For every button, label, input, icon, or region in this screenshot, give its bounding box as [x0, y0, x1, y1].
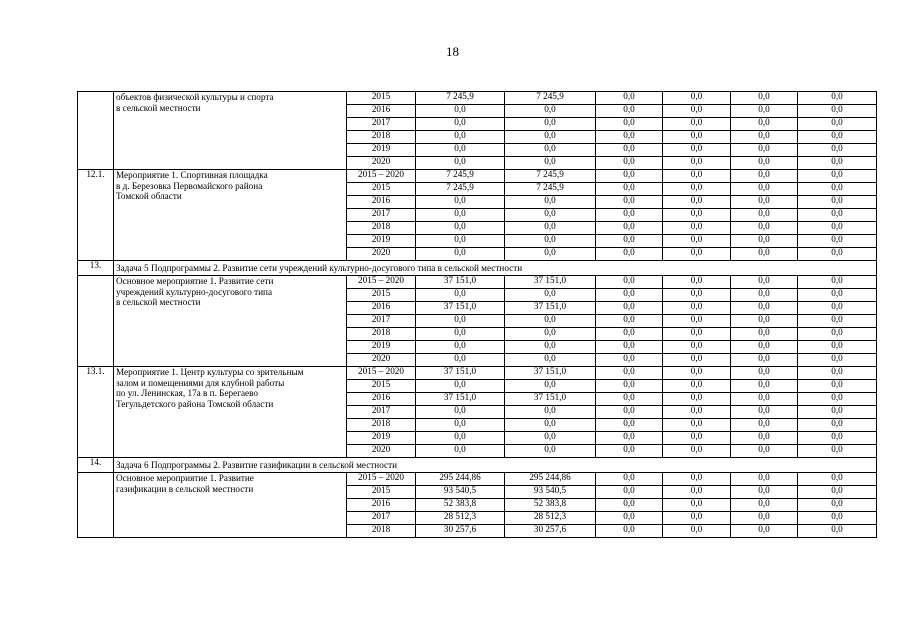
period-cell: 2017: [347, 315, 416, 328]
period-cell: 2015: [347, 289, 416, 302]
regional-cell: 0,0: [596, 499, 663, 512]
regional-cell: 0,0: [596, 144, 663, 157]
other1-cell: 0,0: [731, 393, 798, 406]
other1-cell: 0,0: [731, 92, 798, 105]
federal-cell: 0,0: [505, 222, 596, 235]
description-line: Томской области: [116, 191, 182, 201]
local-cell: 0,0: [663, 118, 731, 131]
other2-cell: 0,0: [798, 157, 877, 170]
activity-description: [114, 92, 347, 170]
other1-cell: 0,0: [731, 380, 798, 393]
regional-cell: 0,0: [596, 367, 663, 380]
total-cell: 52 383,8: [416, 499, 505, 512]
regional-cell: 0,0: [596, 302, 663, 315]
local-cell: 0,0: [663, 380, 731, 393]
other2-cell: 0,0: [798, 183, 877, 196]
task-title: Задача 5 Подпрограммы 2. Развитие сети учреждений культурно-досугового типа в сельской местности: [114, 261, 877, 276]
other1-cell: 0,0: [731, 367, 798, 380]
federal-cell: 0,0: [505, 157, 596, 170]
period-cell: 2017: [347, 118, 416, 131]
activity-description: [114, 367, 347, 458]
other2-cell: 0,0: [798, 105, 877, 118]
other1-cell: 0,0: [731, 248, 798, 261]
local-cell: 0,0: [663, 289, 731, 302]
regional-cell: 0,0: [596, 445, 663, 458]
federal-cell: 0,0: [505, 380, 596, 393]
federal-cell: 37 151,0: [505, 302, 596, 315]
period-cell: 2020: [347, 445, 416, 458]
total-cell: 0,0: [416, 144, 505, 157]
period-cell: 2015 – 2020: [347, 170, 416, 183]
other1-cell: 0,0: [731, 302, 798, 315]
regional-cell: 0,0: [596, 92, 663, 105]
local-cell: 0,0: [663, 486, 731, 499]
regional-cell: 0,0: [596, 406, 663, 419]
other1-cell: 0,0: [731, 525, 798, 538]
local-cell: 0,0: [663, 248, 731, 261]
period-cell: 2016: [347, 499, 416, 512]
description-line: в сельской местности: [116, 102, 201, 113]
local-cell: 0,0: [663, 196, 731, 209]
total-cell: 295 244,86: [416, 473, 505, 486]
regional-cell: 0,0: [596, 354, 663, 367]
regional-cell: 0,0: [596, 276, 663, 289]
federal-cell: 0,0: [505, 248, 596, 261]
other1-cell: 0,0: [731, 131, 798, 144]
other1-cell: 0,0: [731, 276, 798, 289]
description-line: учреждений культурно-досугового типа: [116, 286, 273, 297]
total-cell: 37 151,0: [416, 302, 505, 315]
other1-cell: 0,0: [731, 196, 798, 209]
total-cell: 93 540,5: [416, 486, 505, 499]
page-number: 18: [446, 44, 459, 59]
row-number: [78, 92, 114, 170]
local-cell: 0,0: [663, 432, 731, 445]
period-cell: 2015 – 2020: [347, 473, 416, 486]
local-cell: 0,0: [663, 276, 731, 289]
other2-cell: 0,0: [798, 248, 877, 261]
period-cell: 2018: [347, 328, 416, 341]
local-cell: 0,0: [663, 315, 731, 328]
federal-cell: 0,0: [505, 341, 596, 354]
regional-cell: 0,0: [596, 235, 663, 248]
regional-cell: 0,0: [596, 393, 663, 406]
period-cell: 2017: [347, 209, 416, 222]
federal-cell: 28 512,3: [505, 512, 596, 525]
federal-cell: 7 245,9: [505, 183, 596, 196]
period-cell: 2019: [347, 144, 416, 157]
other2-cell: 0,0: [798, 222, 877, 235]
description-line: Основное мероприятие 1. Развитие сети: [116, 276, 274, 286]
federal-cell: 0,0: [505, 196, 596, 209]
local-cell: 0,0: [663, 341, 731, 354]
local-cell: 0,0: [663, 445, 731, 458]
other2-cell: 0,0: [798, 131, 877, 144]
federal-cell: 30 257,6: [505, 525, 596, 538]
federal-cell: 0,0: [505, 354, 596, 367]
regional-cell: 0,0: [596, 170, 663, 183]
federal-cell: 0,0: [505, 144, 596, 157]
regional-cell: 0,0: [596, 512, 663, 525]
description-line: в сельской местности: [116, 297, 201, 307]
other1-cell: 0,0: [731, 170, 798, 183]
regional-cell: 0,0: [596, 248, 663, 261]
regional-cell: 0,0: [596, 222, 663, 235]
table-row: [78, 170, 877, 183]
local-cell: 0,0: [663, 525, 731, 538]
local-cell: 0,0: [663, 183, 731, 196]
description-line: залом и помещениями для клубной работы: [116, 377, 285, 388]
other2-cell: 0,0: [798, 406, 877, 419]
other1-cell: 0,0: [731, 315, 798, 328]
period-cell: 2015: [347, 183, 416, 196]
local-cell: 0,0: [663, 302, 731, 315]
regional-cell: 0,0: [596, 486, 663, 499]
description-line: Мероприятие 1. Центр культуры со зрительным: [116, 367, 304, 377]
total-cell: 0,0: [416, 328, 505, 341]
local-cell: 0,0: [663, 499, 731, 512]
table-row: [78, 367, 877, 380]
local-cell: 0,0: [663, 144, 731, 157]
total-cell: 0,0: [416, 131, 505, 144]
period-cell: 2019: [347, 341, 416, 354]
other1-cell: 0,0: [731, 157, 798, 170]
other1-cell: 0,0: [731, 235, 798, 248]
period-cell: 2020: [347, 354, 416, 367]
other1-cell: 0,0: [731, 118, 798, 131]
period-cell: 2018: [347, 525, 416, 538]
total-cell: 0,0: [416, 209, 505, 222]
period-cell: 2015 – 2020: [347, 276, 416, 289]
regional-cell: 0,0: [596, 341, 663, 354]
federal-cell: 0,0: [505, 315, 596, 328]
regional-cell: 0,0: [596, 105, 663, 118]
total-cell: 0,0: [416, 105, 505, 118]
local-cell: 0,0: [663, 473, 731, 486]
activity-description: [114, 276, 347, 367]
other1-cell: 0,0: [731, 341, 798, 354]
federal-cell: 0,0: [505, 131, 596, 144]
total-cell: 0,0: [416, 406, 505, 419]
other2-cell: 0,0: [798, 144, 877, 157]
total-cell: 0,0: [416, 432, 505, 445]
total-cell: 0,0: [416, 196, 505, 209]
total-cell: 0,0: [416, 445, 505, 458]
other2-cell: 0,0: [798, 380, 877, 393]
federal-cell: 37 151,0: [505, 393, 596, 406]
total-cell: 0,0: [416, 235, 505, 248]
other1-cell: 0,0: [731, 512, 798, 525]
total-cell: 0,0: [416, 157, 505, 170]
other2-cell: 0,0: [798, 393, 877, 406]
other2-cell: 0,0: [798, 367, 877, 380]
other1-cell: 0,0: [731, 486, 798, 499]
federal-cell: 295 244,86: [505, 473, 596, 486]
row-number: [78, 473, 114, 538]
period-cell: 2019: [347, 235, 416, 248]
other1-cell: 0,0: [731, 144, 798, 157]
regional-cell: 0,0: [596, 196, 663, 209]
period-cell: 2017: [347, 512, 416, 525]
regional-cell: 0,0: [596, 432, 663, 445]
total-cell: 28 512,3: [416, 512, 505, 525]
regional-cell: 0,0: [596, 473, 663, 486]
total-cell: 0,0: [416, 222, 505, 235]
other2-cell: 0,0: [798, 341, 877, 354]
regional-cell: 0,0: [596, 157, 663, 170]
task-row: [78, 261, 877, 276]
federal-cell: 0,0: [505, 419, 596, 432]
other1-cell: 0,0: [731, 432, 798, 445]
other2-cell: 0,0: [798, 486, 877, 499]
total-cell: 30 257,6: [416, 525, 505, 538]
federal-cell: 7 245,9: [505, 170, 596, 183]
federal-cell: 0,0: [505, 445, 596, 458]
row-number: [78, 276, 114, 367]
other1-cell: 0,0: [731, 354, 798, 367]
table-row: [78, 276, 877, 289]
description-line: Основное мероприятие 1. Развитие: [116, 473, 254, 483]
local-cell: 0,0: [663, 170, 731, 183]
other2-cell: 0,0: [798, 170, 877, 183]
local-cell: 0,0: [663, 512, 731, 525]
other1-cell: 0,0: [731, 289, 798, 302]
period-cell: 2018: [347, 419, 416, 432]
regional-cell: 0,0: [596, 315, 663, 328]
row-number: 13.1.: [78, 367, 114, 458]
total-cell: 0,0: [416, 118, 505, 131]
total-cell: 0,0: [416, 380, 505, 393]
regional-cell: 0,0: [596, 289, 663, 302]
budget-table: [77, 91, 877, 538]
description-line: Тегульдетского района Томской области: [116, 398, 274, 409]
description-line: в д. Березовка Первомайского района: [116, 180, 263, 191]
total-cell: 0,0: [416, 354, 505, 367]
activity-description: [114, 170, 347, 261]
other1-cell: 0,0: [731, 499, 798, 512]
other2-cell: 0,0: [798, 196, 877, 209]
period-cell: 2017: [347, 406, 416, 419]
period-cell: 2020: [347, 248, 416, 261]
table-row: [78, 92, 877, 105]
period-cell: 2015 – 2020: [347, 367, 416, 380]
description-line: по ул. Ленинская, 17а в п. Берегаево: [116, 388, 258, 398]
other2-cell: 0,0: [798, 328, 877, 341]
local-cell: 0,0: [663, 157, 731, 170]
period-cell: 2018: [347, 222, 416, 235]
local-cell: 0,0: [663, 105, 731, 118]
total-cell: 37 151,0: [416, 276, 505, 289]
row-number: 12.1.: [78, 170, 114, 261]
local-cell: 0,0: [663, 131, 731, 144]
description-line: Мероприятие 1. Спортивная площадка: [116, 170, 268, 180]
other2-cell: 0,0: [798, 289, 877, 302]
task-title: Задача 6 Подпрограммы 2. Развитие газификации в сельской местности: [114, 458, 877, 473]
period-cell: 2020: [347, 157, 416, 170]
regional-cell: 0,0: [596, 525, 663, 538]
federal-cell: 52 383,8: [505, 499, 596, 512]
federal-cell: 0,0: [505, 105, 596, 118]
federal-cell: 0,0: [505, 406, 596, 419]
other1-cell: 0,0: [731, 209, 798, 222]
federal-cell: 37 151,0: [505, 367, 596, 380]
regional-cell: 0,0: [596, 118, 663, 131]
period-cell: 2016: [347, 105, 416, 118]
table-row: [78, 473, 877, 486]
federal-cell: 0,0: [505, 209, 596, 222]
other1-cell: 0,0: [731, 222, 798, 235]
local-cell: 0,0: [663, 235, 731, 248]
regional-cell: 0,0: [596, 209, 663, 222]
other2-cell: 0,0: [798, 209, 877, 222]
federal-cell: 0,0: [505, 289, 596, 302]
other1-cell: 0,0: [731, 328, 798, 341]
other2-cell: 0,0: [798, 92, 877, 105]
federal-cell: 0,0: [505, 432, 596, 445]
row-number: 14.: [78, 458, 114, 473]
total-cell: 0,0: [416, 289, 505, 302]
task-row: [78, 458, 877, 473]
regional-cell: 0,0: [596, 419, 663, 432]
local-cell: 0,0: [663, 209, 731, 222]
period-cell: 2016: [347, 393, 416, 406]
local-cell: 0,0: [663, 367, 731, 380]
total-cell: 0,0: [416, 341, 505, 354]
period-cell: 2019: [347, 432, 416, 445]
other2-cell: 0,0: [798, 525, 877, 538]
total-cell: 7 245,9: [416, 183, 505, 196]
regional-cell: 0,0: [596, 328, 663, 341]
period-cell: 2016: [347, 302, 416, 315]
other2-cell: 0,0: [798, 315, 877, 328]
other1-cell: 0,0: [731, 445, 798, 458]
federal-cell: 37 151,0: [505, 276, 596, 289]
other2-cell: 0,0: [798, 432, 877, 445]
other2-cell: 0,0: [798, 473, 877, 486]
period-cell: 2015: [347, 486, 416, 499]
total-cell: 0,0: [416, 315, 505, 328]
other2-cell: 0,0: [798, 354, 877, 367]
local-cell: 0,0: [663, 354, 731, 367]
total-cell: 7 245,9: [416, 92, 505, 105]
local-cell: 0,0: [663, 406, 731, 419]
local-cell: 0,0: [663, 92, 731, 105]
local-cell: 0,0: [663, 328, 731, 341]
description-line: объектов физической культуры и спорта: [116, 92, 274, 102]
local-cell: 0,0: [663, 222, 731, 235]
total-cell: 37 151,0: [416, 393, 505, 406]
other2-cell: 0,0: [798, 118, 877, 131]
period-cell: 2016: [347, 196, 416, 209]
other1-cell: 0,0: [731, 419, 798, 432]
federal-cell: 7 245,9: [505, 92, 596, 105]
total-cell: 0,0: [416, 248, 505, 261]
other1-cell: 0,0: [731, 105, 798, 118]
federal-cell: 0,0: [505, 328, 596, 341]
row-number: 13.: [78, 261, 114, 276]
other2-cell: 0,0: [798, 419, 877, 432]
period-cell: 2015: [347, 380, 416, 393]
other2-cell: 0,0: [798, 512, 877, 525]
local-cell: 0,0: [663, 393, 731, 406]
other2-cell: 0,0: [798, 302, 877, 315]
other2-cell: 0,0: [798, 499, 877, 512]
federal-cell: 93 540,5: [505, 486, 596, 499]
description-line: газификации в сельской местности: [116, 483, 254, 494]
other2-cell: 0,0: [798, 445, 877, 458]
period-cell: 2015: [347, 92, 416, 105]
regional-cell: 0,0: [596, 131, 663, 144]
other1-cell: 0,0: [731, 406, 798, 419]
local-cell: 0,0: [663, 419, 731, 432]
total-cell: 37 151,0: [416, 367, 505, 380]
other2-cell: 0,0: [798, 276, 877, 289]
regional-cell: 0,0: [596, 380, 663, 393]
federal-cell: 0,0: [505, 235, 596, 248]
federal-cell: 0,0: [505, 118, 596, 131]
other1-cell: 0,0: [731, 183, 798, 196]
other1-cell: 0,0: [731, 473, 798, 486]
total-cell: 0,0: [416, 419, 505, 432]
regional-cell: 0,0: [596, 183, 663, 196]
activity-description: [114, 473, 347, 538]
period-cell: 2018: [347, 131, 416, 144]
other2-cell: 0,0: [798, 235, 877, 248]
total-cell: 7 245,9: [416, 170, 505, 183]
